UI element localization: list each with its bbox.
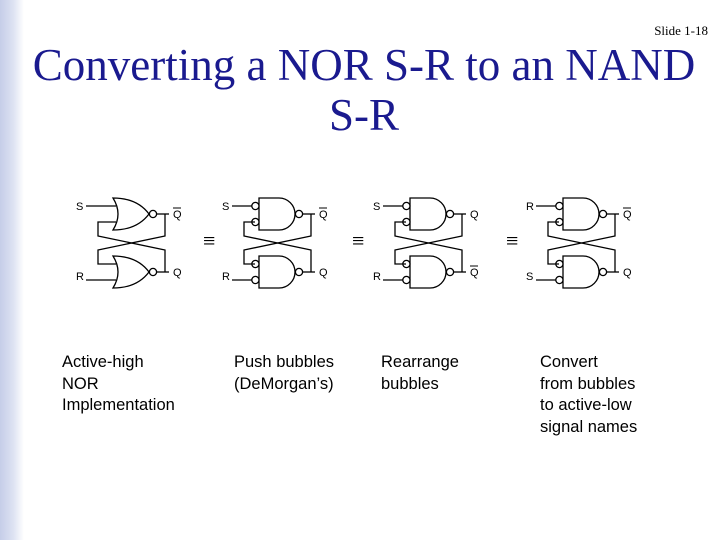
equivalence-sign-1: ≡ [203, 228, 216, 253]
latch-equivalence-diagram [0, 180, 720, 290]
latch-3-input-bubble-1 [403, 202, 410, 209]
latch-4-nand-gate-top [563, 198, 599, 230]
latch-1-nor-gate-top [113, 198, 149, 230]
latch-3-input-bottom: R [373, 271, 381, 283]
latch-2-nand-gate-bottom [259, 256, 295, 288]
latch-3-input-bubble-4 [403, 276, 410, 283]
latch-2-nand-gate-top [259, 198, 295, 230]
caption-convert-line-3: to active-low [540, 396, 632, 414]
caption-nor [62, 352, 175, 417]
latch-2-input-bubble-1 [252, 202, 259, 209]
latch-1-input-bottom: R [76, 271, 84, 283]
latch-3-nand-gate-top [410, 198, 446, 230]
latch-circuit-4 [526, 198, 632, 288]
slide-title [24, 40, 704, 140]
latch-4-input-bubble-1 [556, 202, 563, 209]
caption-nor-line-2: NOR [62, 374, 99, 393]
latch-1-nor-gate-bottom [113, 256, 149, 288]
latch-3-output-bubble-bottom [446, 268, 453, 275]
caption-rearrange-line-2: bubbles [381, 374, 439, 393]
equivalence-sign-3: ≡ [506, 228, 519, 253]
slide-title-line-1: Converting a NOR S-R to an NAND [32, 40, 696, 90]
latch-3-output-top: Q [470, 209, 479, 221]
caption-convert-line-2: from bubbles [540, 374, 636, 393]
caption-rearrange-line-1: Rearrange [381, 353, 459, 371]
latch-4-input-bubble-4 [556, 276, 563, 283]
latch-2-output-top: Q [319, 209, 328, 221]
caption-push-line-2: (DeMorgan’s) [234, 374, 334, 393]
caption-convert-line-4: signal names [540, 417, 638, 436]
latch-2-input-bottom: R [222, 271, 230, 283]
latch-2-output-bubble-top [295, 210, 302, 217]
latch-2-input-bubble-4 [252, 276, 259, 283]
latch-2-output-bubble-bottom [295, 268, 302, 275]
latch-4-output-bubble-bottom [599, 268, 606, 275]
latch-3-nand-gate-bottom [410, 256, 446, 288]
latch-1-output-bottom: Q [173, 267, 182, 279]
latch-circuit-1 [76, 198, 182, 288]
latch-4-input-top: R [526, 201, 534, 213]
latch-circuit-2 [222, 198, 328, 288]
caption-push-line-1: Push bubbles [234, 353, 334, 371]
caption-rearrange [381, 352, 459, 395]
latch-4-output-bottom: Q [623, 267, 632, 279]
caption-nor-line-1: Active-high [62, 353, 144, 371]
latch-3-output-bottom: Q [470, 267, 479, 279]
slide-number: Slide 1-18 [654, 23, 708, 38]
latch-4-output-top: Q [623, 209, 632, 221]
latch-4-output-bubble-top [599, 210, 606, 217]
latch-4-input-bottom: S [526, 271, 534, 283]
equivalence-sign-2: ≡ [352, 228, 365, 253]
latch-4-nand-gate-bottom [563, 256, 599, 288]
latch-3-input-top: S [373, 201, 381, 213]
latch-2-output-bottom: Q [319, 267, 328, 279]
caption-convert-line-1: Convert [540, 353, 598, 371]
latch-1-output-bubble-bottom [149, 268, 156, 275]
latch-circuit-3 [373, 198, 479, 288]
latch-1-output-bubble-top [149, 210, 156, 217]
latch-1-output-top: Q [173, 209, 182, 221]
slide-title-line-2: S-R [328, 90, 400, 140]
latch-1-input-top: S [76, 201, 84, 213]
latch-3-output-bubble-top [446, 210, 453, 217]
caption-nor-line-3: Implementation [62, 396, 175, 414]
latch-2-input-top: S [222, 201, 230, 213]
caption-push-bubbles [234, 352, 334, 395]
caption-convert [540, 352, 637, 438]
